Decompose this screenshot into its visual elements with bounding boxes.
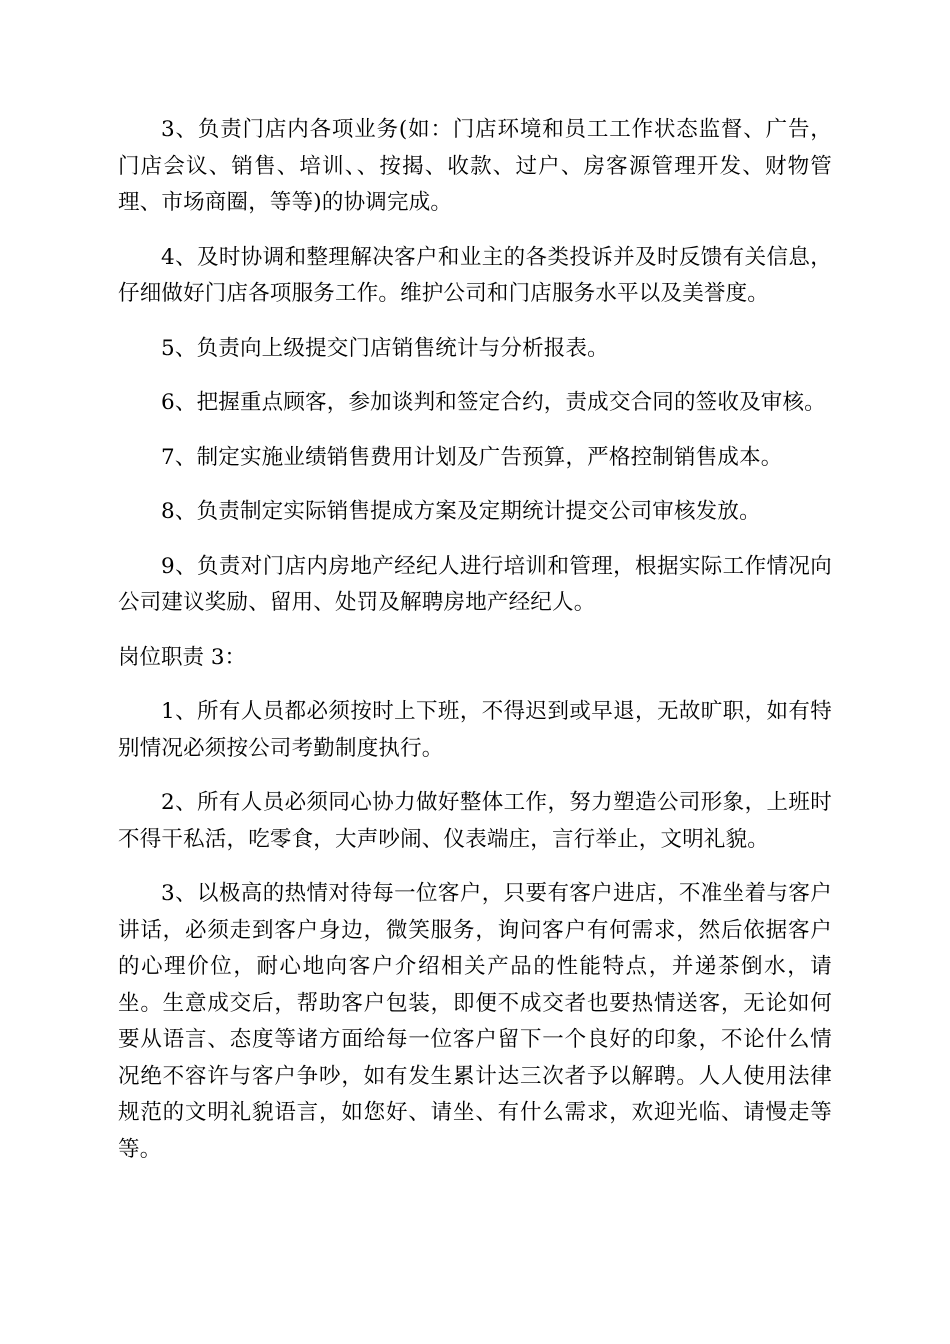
paragraph-item-6: 6、把握重点顾客，参加谈判和签定合约，责成交合同的签收及审核。 (161, 390, 826, 415)
document-page (118, 112, 832, 1186)
rule-item-3: 3、以极高的热情对待每一位客户，只要有客户进店，不准坐着与客户讲话，必须走到客户身边，微笑服务，询问客户有何需求，然后依据客户的心理价位，耐心地向客户介绍相关产品的性能特点，并递茶倒水，请坐。生意成交后，帮助客户包装，即便不成交者也要热情送客，无论如何要从语言、态度等诸方面给每一位客户留下一个良好的印象，不论什么情况绝不容许与客户争吵，如有发生累计达三次者予以解聘。人人使用法律规范的文明礼貌语言，如您好、请坐、有什么需求，欢迎光临、请慢走等等。 (118, 881, 832, 1162)
paragraph-item-4: 4、及时协调和整理解决客户和业主的各类投诉并及时反馈有关信息，仔细做好门店各项服务工作。维护公司和门店服务水平以及美誉度。 (118, 244, 832, 306)
paragraph-item-9: 9、负责对门店内房地产经纪人进行培训和管理，根据实际工作情况向公司建议奖励、留用、处罚及解聘房地产经纪人。 (118, 553, 832, 615)
paragraph-item-8: 8、负责制定实际销售提成方案及定期统计提交公司审核发放。 (161, 499, 761, 524)
section-heading: 岗位职责 3： (118, 644, 247, 670)
rule-item-1: 1、所有人员都必须按时上下班，不得迟到或早退，无故旷职，如有特别情况必须按公司考勤制度执行。 (118, 699, 832, 761)
paragraph-item-5: 5、负责向上级提交门店销售统计与分析报表。 (161, 335, 609, 361)
rule-item-2: 2、所有人员必须同心协力做好整体工作，努力塑造公司形象，上班时不得干私活，吃零食，大声吵闹、仪表端庄，言行举止，文明礼貌。 (118, 790, 832, 852)
paragraph-item-3: 3、负责门店内各项业务(如：门店环境和员工工作状态监督、广告，门店会议、销售、培训、、按揭、收款、过户、房客源管理开发、财物管理、市场商圈，等等)的协调完成。 (118, 117, 832, 215)
paragraph-item-7: 7、制定实施业绩销售费用计划及广告预算，严格控制销售成本。 (161, 444, 783, 470)
